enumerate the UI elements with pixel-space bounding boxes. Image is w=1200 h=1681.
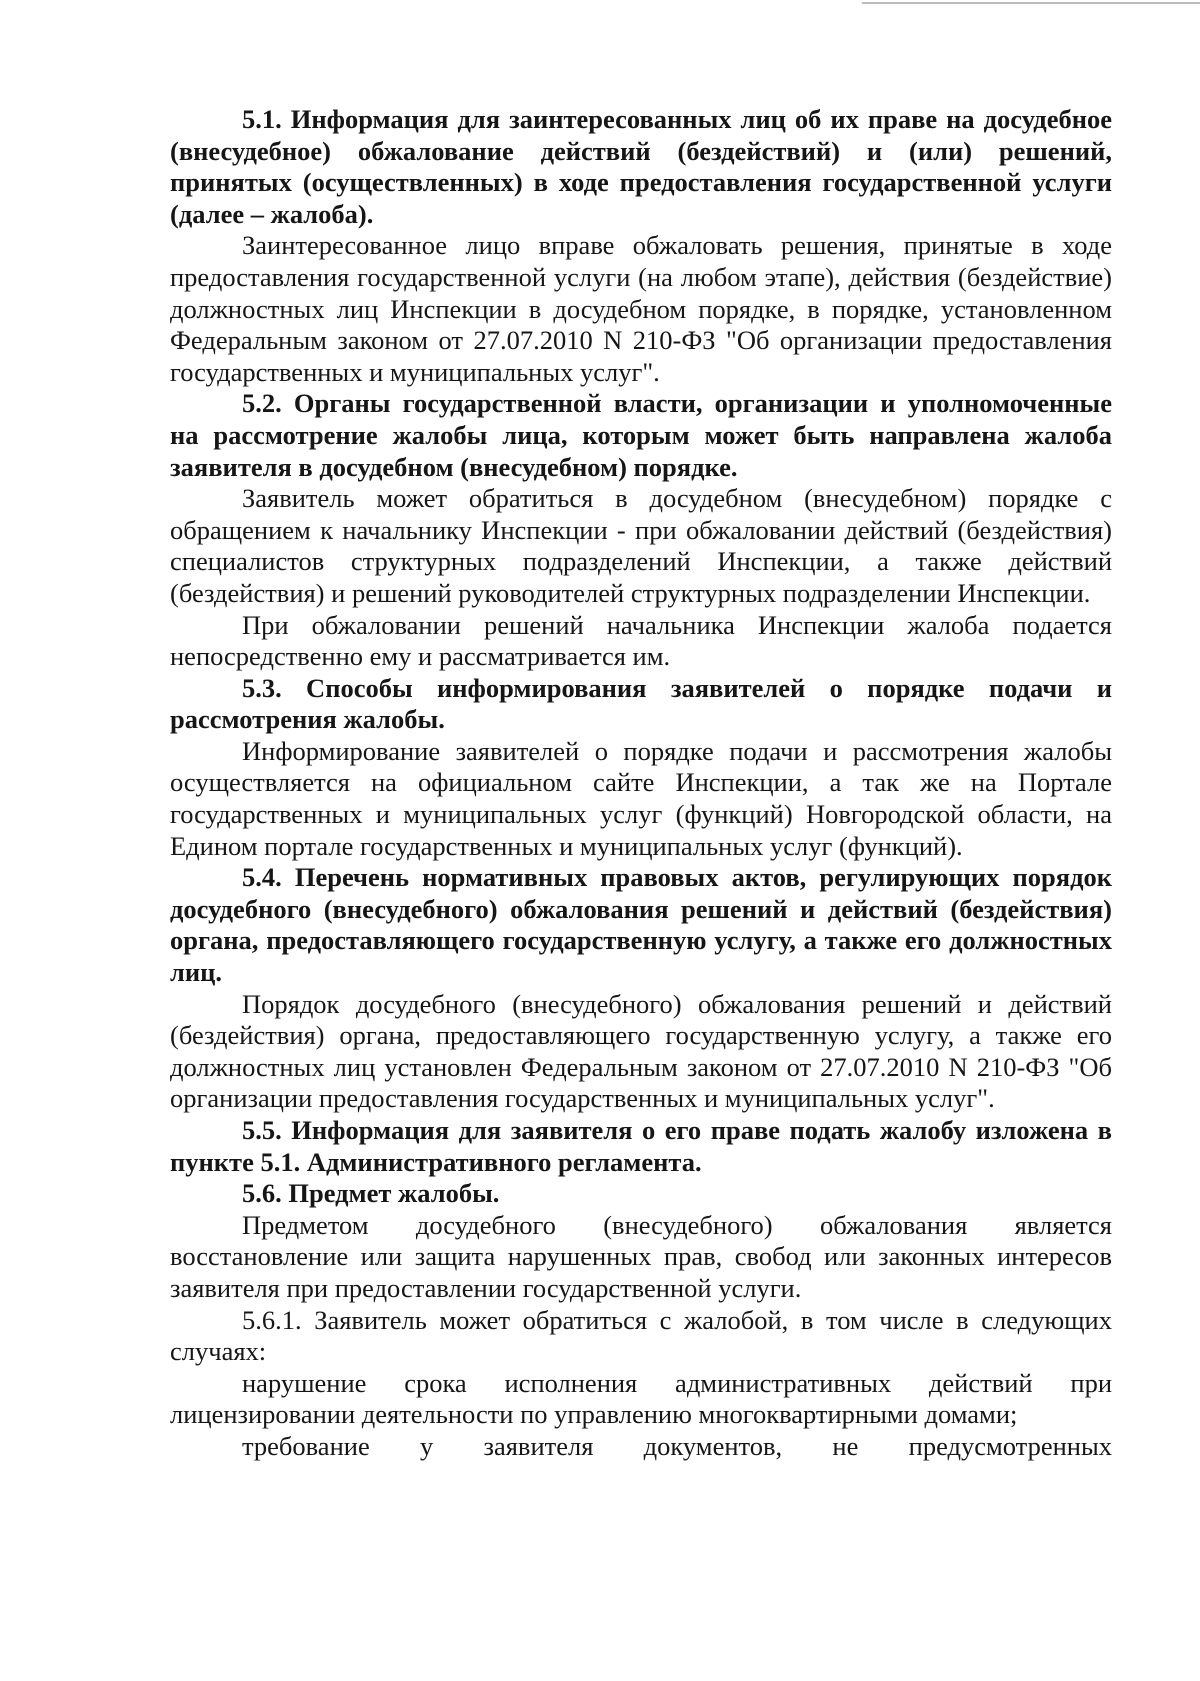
section-5-3-text: Информирование заявителей о порядке подачи и рассмотрения жалобы осуществляется на официальном сайте Инспекции, а так же на Портале государственных и муниципальных услуг (функций) Новгородской области, на Едином портале государственных и муниципальных услуг (функций).	[170, 735, 1112, 861]
section-5-5-heading: 5.5. Информация для заявителя о его праве подать жалобу изложена в пункте 5.1. Административного регламента.	[170, 1115, 1112, 1177]
document-body	[170, 104, 1112, 1463]
scan-edge-line	[862, 2, 1200, 4]
section-5-2-text: Заявитель может обратиться в досудебном (внесудебном) порядке с обращением к начальнику Инспекции - при обжаловании действий (бездействия) специалистов структурных подразделений Инспекции, а также действий (бездействия) и решений руководителей структурных подразделении Инспекции.	[170, 483, 1112, 608]
case-list-item-2: требование у заявителя документов, не предусмотренных	[242, 1430, 1112, 1461]
section-5-1-text: Заинтересованное лицо вправе обжаловать решения, принятые в ходе предоставления государственной услуги (на любом этапе), действия (бездействие) должностных лиц Инспекции в досудебном порядке, в порядке, установленном Федеральным законом от 27.07.2010 N 210-ФЗ "Об организации предоставления государственных и муниципальных услуг".	[170, 230, 1112, 387]
section-5-4-heading: 5.4. Перечень нормативных правовых актов, регулирующих порядок досудебного (внесудебного) обжалования решений и действий (бездействия) органа, предоставляющего государственную услугу, а также его должностных лиц.	[170, 862, 1112, 988]
section-5-6-heading: 5.6. Предмет жалобы.	[242, 1178, 500, 1209]
section-5-6-1-text: 5.6.1. Заявитель может обратиться с жалобой, в том числе в следующих случаях:	[170, 1304, 1112, 1367]
section-5-4-text: Порядок досудебного (внесудебного) обжалования решений и действий (бездействия) органа, предоставляющего государственную услугу, а также его должностных лиц установлен Федеральным законом от 27.07.2010 N 210-ФЗ "Об организации предоставления государственных и муниципальных услуг".	[170, 988, 1112, 1114]
section-5-3-heading: 5.3. Способы информирования заявителей о порядке подачи и рассмотрения жалобы.	[170, 672, 1112, 735]
section-5-1-heading: 5.1. Информация для заинтересованных лиц об их праве на досудебное (внесудебное) обжалование действий (бездействий) и (или) решений, принятых (осуществленных) в ходе предоставления государственной услуги (далее – жалоба).	[170, 104, 1112, 229]
section-5-6-text: Предметом досудебного (внесудебного) обжалования является восстановление или защита нарушенных прав, свобод или законных интересов заявителя при предоставлении государственной услуги.	[170, 1209, 1112, 1303]
section-5-2-heading: 5.2. Органы государственной власти, организации и уполномоченные на рассмотрение жалобы лица, которым может быть направлена жалоба заявителя в досудебном (внесудебном) порядке.	[170, 388, 1112, 482]
case-list-item-1: нарушение срока исполнения административных действий при лицензировании деятельности по управлению многоквартирными домами;	[170, 1367, 1112, 1430]
section-5-2-text-2: При обжаловании решений начальника Инспекции жалоба подается непосредственно ему и рассматривается им.	[170, 609, 1112, 672]
